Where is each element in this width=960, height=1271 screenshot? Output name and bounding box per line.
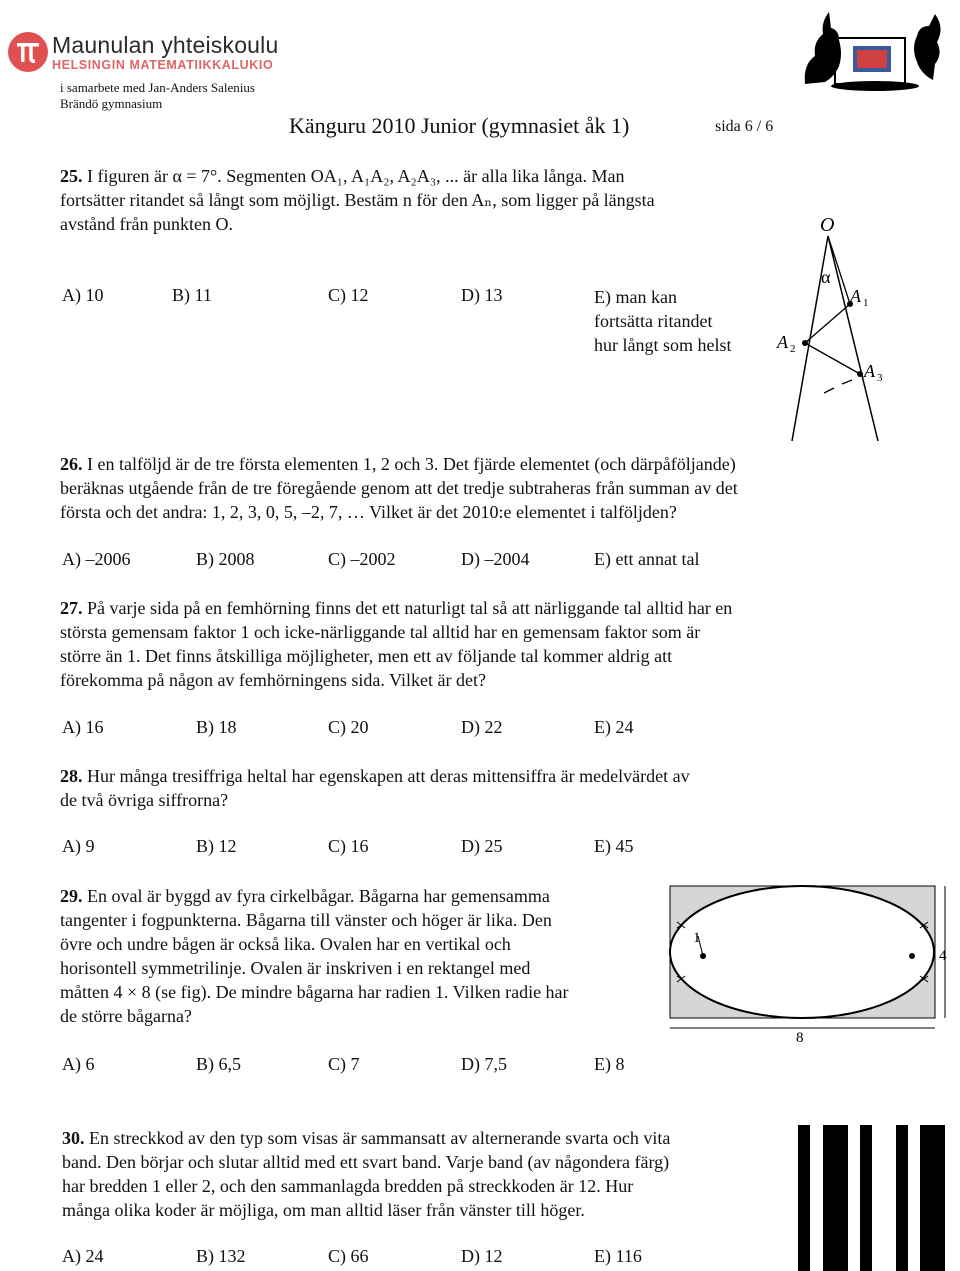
q25-option-e[interactable] [594, 285, 732, 357]
q30-barcode-figure [796, 1121, 956, 1271]
q27-line-4: förekomma på någon av femhörningens sida. Vilket är det? [60, 670, 486, 690]
q25-option-e-line-2: fortsätta ritandet [594, 311, 713, 331]
q27-option-b[interactable]: B) 18 [196, 717, 237, 737]
q25-label-a2: A [777, 332, 788, 352]
q29-line-4: horisontell symmetrilinje. Ovalen är inskriven i en rektangel med [60, 958, 531, 978]
q26-line-3: första och det andra: 1, 2, 3, 0, 5, –2, 7, … Vilket är det 2010:e elementet i talföljden? [60, 502, 677, 522]
q29-option-b[interactable]: B) 6,5 [196, 1054, 241, 1074]
q29-line-6: de större bågarna? [60, 1006, 192, 1026]
q30-line-3: har bredden 1 eller 2, och den sammanlagda bredden på streckkoden är 12. Hur [62, 1176, 634, 1196]
q28-option-b[interactable]: B) 12 [196, 836, 237, 856]
q29-line-1: En oval är byggd av fyra cirkelbågar. Bågarna har gemensamma [87, 886, 550, 906]
q29-option-c[interactable]: C) 7 [328, 1054, 360, 1074]
barcode-bar [896, 1125, 908, 1271]
barcode-bar [860, 1125, 872, 1271]
q28-line-1: Hur många tresiffriga heltal har egenskapen att deras mittensiffra är medelvärdet av [87, 766, 690, 786]
question-29 [60, 884, 660, 1028]
q27-line-1: På varje sida på en femhörning finns det ett naturligt tal så att närliggande tal alltid har en [87, 598, 733, 618]
q30-option-c[interactable]: C) 66 [328, 1246, 369, 1266]
q26-line-1: I en talföljd är de tre första elementen 1, 2 och 3. Det fjärde elementet (och därpåföljande) [87, 454, 736, 474]
q25-label-alpha: α [821, 267, 831, 287]
q28-line-2: de två övriga siffrorna? [60, 790, 229, 810]
q27-option-a[interactable]: A) 16 [62, 717, 104, 737]
question-30 [62, 1126, 792, 1222]
q25-label-o: O [820, 214, 835, 236]
q26-option-e[interactable]: E) ett annat tal [594, 549, 700, 569]
q26-option-b[interactable]: B) 2008 [196, 549, 255, 569]
q29-radius-label: 1 [693, 930, 701, 946]
q25-label-a3: A [864, 361, 875, 381]
q27-option-d[interactable]: D) 22 [461, 717, 503, 737]
question-28 [60, 764, 860, 812]
q29-line-2: tangenter i fogpunkterna. Bågarna till vänster och höger är lika. Den [60, 910, 552, 930]
q30-line-2: band. Den börjar och slutar alltid med ett svart band. Varje band (av någondera färg) [62, 1152, 670, 1172]
q27-number: 27. [60, 598, 83, 618]
q30-option-b[interactable]: B) 132 [196, 1246, 246, 1266]
q28-option-d[interactable]: D) 25 [461, 836, 503, 856]
q29-width-label: 8 [796, 1030, 804, 1046]
question-25 [60, 164, 780, 236]
q25-label-a1: A [850, 286, 861, 306]
q26-line-2: beräknas utgående från de tre föregående genom att det tredje subtraheras från summan av det [60, 478, 738, 498]
q27-line-3: större än 1. Det finns åtskilliga möjligheter, men ett av följande tal kommer aldrig att [60, 646, 673, 666]
collab-line-2: Brändö gymnasium [60, 96, 163, 111]
q25-line-3: avstånd från punkten O. [60, 214, 233, 234]
q25-label-a3-sub: 3 [877, 372, 883, 384]
q25-line-1: I figuren är α = 7°. Segmenten OA₁, A₁A₂, A₂A₃, ... är alla lika långa. Man [87, 166, 625, 186]
collab-line-1: i samarbete med Jan-Anders Salenius [60, 80, 255, 95]
q30-option-e[interactable]: E) 116 [594, 1246, 642, 1266]
q26-number: 26. [60, 454, 83, 474]
page-title: Känguru 2010 Junior (gymnasiet åk 1) [289, 113, 630, 138]
question-27 [60, 596, 860, 692]
q30-option-d[interactable]: D) 12 [461, 1246, 503, 1266]
school-logo [6, 30, 279, 74]
q25-option-b[interactable]: B) 11 [172, 285, 212, 305]
q25-option-d[interactable]: D) 13 [461, 285, 503, 305]
kangaroo-logo-icon [795, 4, 955, 94]
question-26 [60, 452, 860, 524]
q29-line-3: övre och undre bågen är också lika. Ovalen har en vertikal och [60, 934, 511, 954]
q26-option-a[interactable]: A) –2006 [62, 549, 131, 569]
q29-line-5: måtten 4 × 8 (se fig). De mindre bågarna har radien 1. Vilken radie har [60, 982, 569, 1002]
q29-option-a[interactable]: A) 6 [62, 1054, 95, 1074]
q25-option-e-line-1: E) man kan [594, 287, 677, 307]
q25-option-e-line-3: hur långt som helst [594, 335, 732, 355]
q26-option-c[interactable]: C) –2002 [328, 549, 396, 569]
q25-angle-figure [770, 206, 910, 446]
q28-option-e[interactable]: E) 45 [594, 836, 634, 856]
q25-option-c[interactable]: C) 12 [328, 285, 369, 305]
barcode-bar [823, 1125, 848, 1271]
q29-oval-figure [660, 876, 960, 1046]
q25-number: 25. [60, 166, 83, 186]
q30-line-1: En streckkod av den typ som visas är sammansatt av alternerande svarta och vita [89, 1128, 671, 1148]
pi-logo-icon [6, 30, 50, 74]
q29-height-label: 4 [939, 948, 947, 964]
page-number: sida 6 / 6 [715, 118, 774, 135]
q28-number: 28. [60, 766, 83, 786]
q29-number: 29. [60, 886, 83, 906]
q29-option-e[interactable]: E) 8 [594, 1054, 625, 1074]
school-subtitle: HELSINGIN MATEMATIIKKALUKIO [52, 58, 274, 72]
q30-number: 30. [62, 1128, 85, 1148]
q30-option-a[interactable]: A) 24 [62, 1246, 104, 1266]
q27-line-2: största gemensam faktor 1 och icke-närliggande tal alltid har en gemensam faktor som är [60, 622, 701, 642]
q25-label-a1-sub: 1 [863, 297, 869, 309]
q26-option-d[interactable]: D) –2004 [461, 549, 530, 569]
q29-option-d[interactable]: D) 7,5 [461, 1054, 507, 1074]
q27-option-e[interactable]: E) 24 [594, 717, 634, 737]
barcode-bar [798, 1125, 810, 1271]
q28-option-c[interactable]: C) 16 [328, 836, 369, 856]
barcode-bar [920, 1125, 945, 1271]
q25-line-2: fortsätter ritandet så långt som möjligt. Bestäm n för den Aₙ, som ligger på längsta [60, 190, 655, 210]
q28-option-a[interactable]: A) 9 [62, 836, 95, 856]
q25-label-a2-sub: 2 [790, 343, 796, 355]
q27-option-c[interactable]: C) 20 [328, 717, 369, 737]
q30-line-4: många olika koder är möjliga, om man alltid läser från vänster till höger. [62, 1200, 585, 1220]
q25-option-a[interactable]: A) 10 [62, 285, 104, 305]
school-name: Maunulan yhteiskoulu [52, 32, 279, 58]
